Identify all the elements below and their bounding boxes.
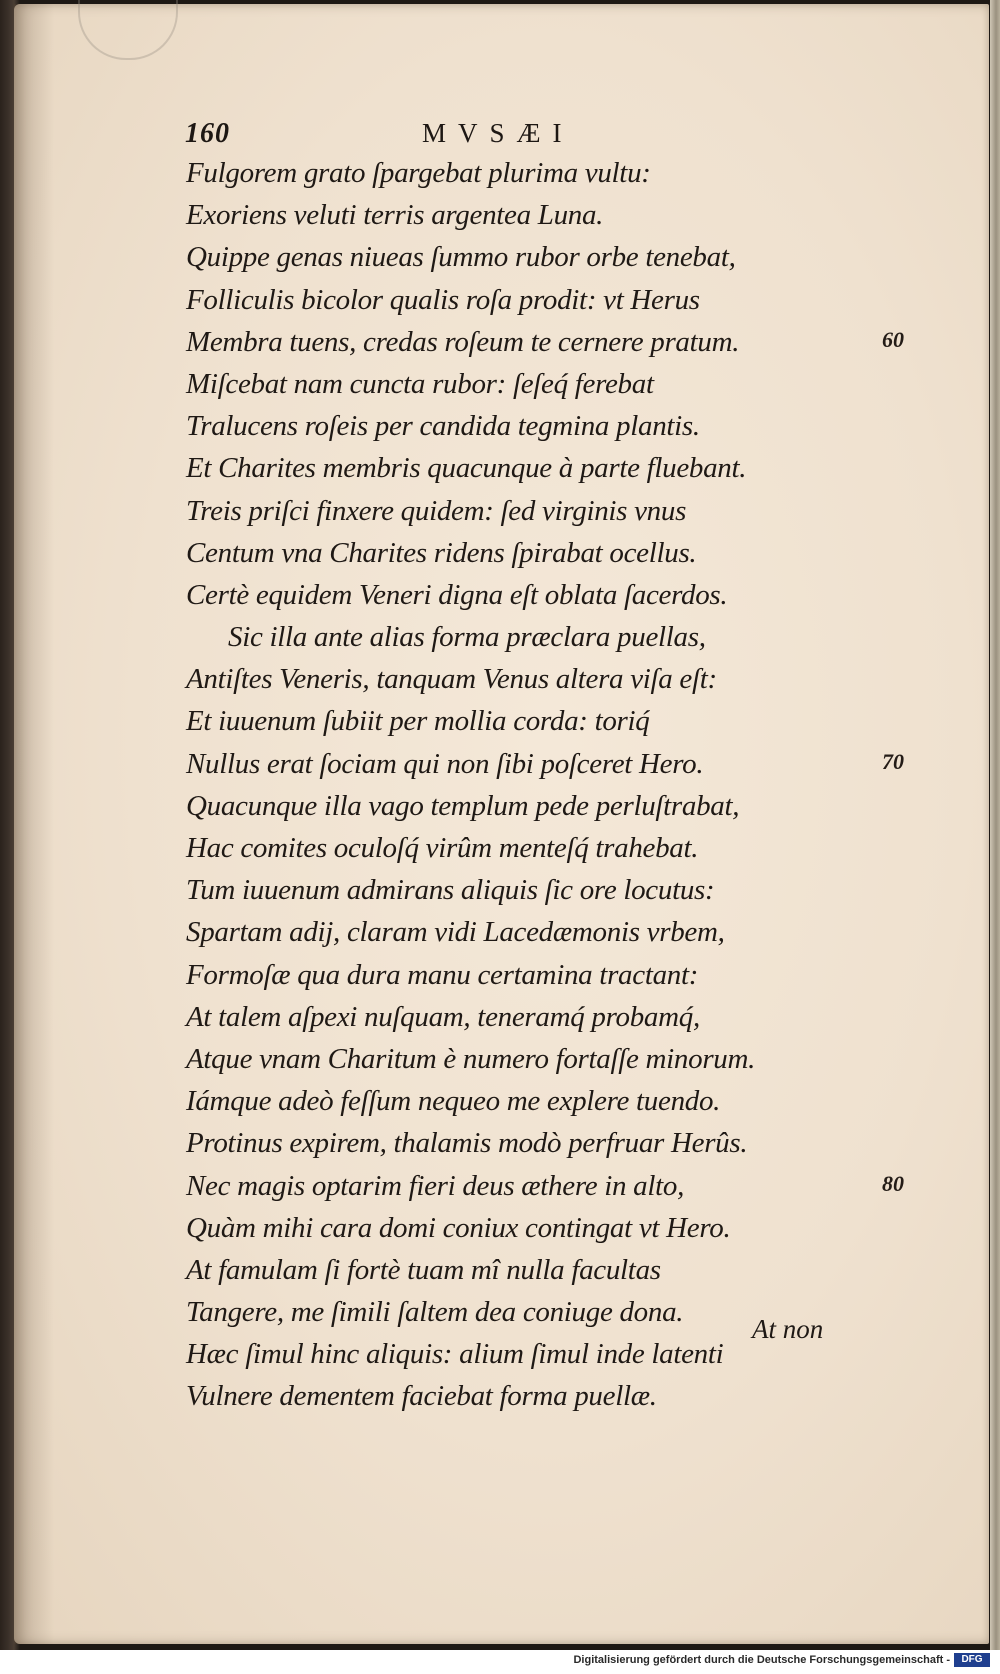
verse-line: Quippe genas niueas ſummo rubor orbe tenebat, [186, 241, 736, 274]
line-number: 60 [882, 326, 904, 352]
verse-line: Et Charites membris quacunque à parte fluebant. [186, 452, 747, 485]
verse-line: Atque vnam Charitum è numero fortaſſe minorum. [186, 1042, 756, 1075]
verse-line: Folliculis bicolor qualis roſa prodit: vt Herus [186, 283, 700, 316]
page-number: 160 [185, 118, 230, 149]
verse-line: Fulgorem grato ſpargebat plurima vultu: [186, 157, 651, 189]
verse-line: Nullus erat ſociam qui non ſibi poſceret Hero. [186, 747, 704, 780]
verse-line: Sic illa ante alias forma præclara puellas, [228, 621, 706, 654]
verse-line: Tum iuuenum admirans aliquis ſic ore locutus: [186, 874, 715, 907]
verse-line: Certè equidem Veneri digna eſt oblata ſacerdos. [186, 578, 728, 611]
verse-line: Miſcebat nam cuncta rubor: ſeſeq́ ferebat [186, 367, 654, 400]
verse-line: Tralucens roſeis per candida tegmina plantis. [186, 410, 700, 443]
verse-line: Treis priſci finxere quidem: ſed virginis vnus [186, 494, 687, 527]
verse-line: Hac comites oculoſq́ virûm menteſq́ trahebat. [186, 832, 699, 864]
footer-credit: Digitalisierung gefördert durch die Deutsche Forschungsgemeinschaft - [573, 1654, 950, 1666]
verse-line: Iámque adeò feſſum nequeo me explere tuendo. [186, 1085, 721, 1118]
verse-line: Membra tuens, credas roſeum te cernere pratum. [186, 325, 740, 358]
verse-line: At talem aſpexi nuſquam, teneramq́ probamq́, [186, 1000, 700, 1033]
verse-block [186, 152, 846, 1418]
verse-line: Et iuuenum ſubiit per mollia corda: toriq́ [186, 705, 650, 738]
verse-line: Centum vna Charites ridens ſpirabat ocellus. [186, 536, 697, 569]
verse-line: Antiſtes Veneris, tanquam Venus altera viſa eſt: [186, 663, 717, 696]
verse-line: Vulnere dementem faciebat forma puellæ. [186, 1380, 657, 1413]
book-edge [990, 0, 1000, 1650]
verse-line: Hæc ſimul hinc aliquis: alium ſimul inde latenti [186, 1338, 724, 1371]
verse-line: Spartam adij, claram vidi Lacedæmonis vrbem, [186, 916, 725, 949]
running-head: MVSÆI [422, 118, 574, 148]
verse-line: Formoſæ qua dura manu certamina tractant: [186, 958, 699, 991]
dfg-logo: DFG [954, 1653, 990, 1667]
line-number: 70 [882, 748, 904, 774]
verse-line: Quàm mihi cara domi coniux contingat vt Hero. [186, 1211, 731, 1244]
verse-line: Tangere, me ſimili ſaltem dea coniuge dona. [186, 1296, 684, 1329]
catchword: At non [752, 1314, 824, 1344]
verse-line: Nec magis optarim fieri deus æthere in alto, [186, 1169, 685, 1202]
verse-line: Protinus expirem, thalamis modò perfruar Herûs. [186, 1127, 748, 1160]
verse-line: Exoriens veluti terris argentea Luna. [186, 199, 604, 232]
verse-line: Quacunque illa vago templum pede perluſtrabat, [186, 789, 740, 822]
line-number: 80 [882, 1170, 904, 1196]
verse-line: At famulam ſi fortè tuam mî nulla facultas [186, 1253, 661, 1286]
